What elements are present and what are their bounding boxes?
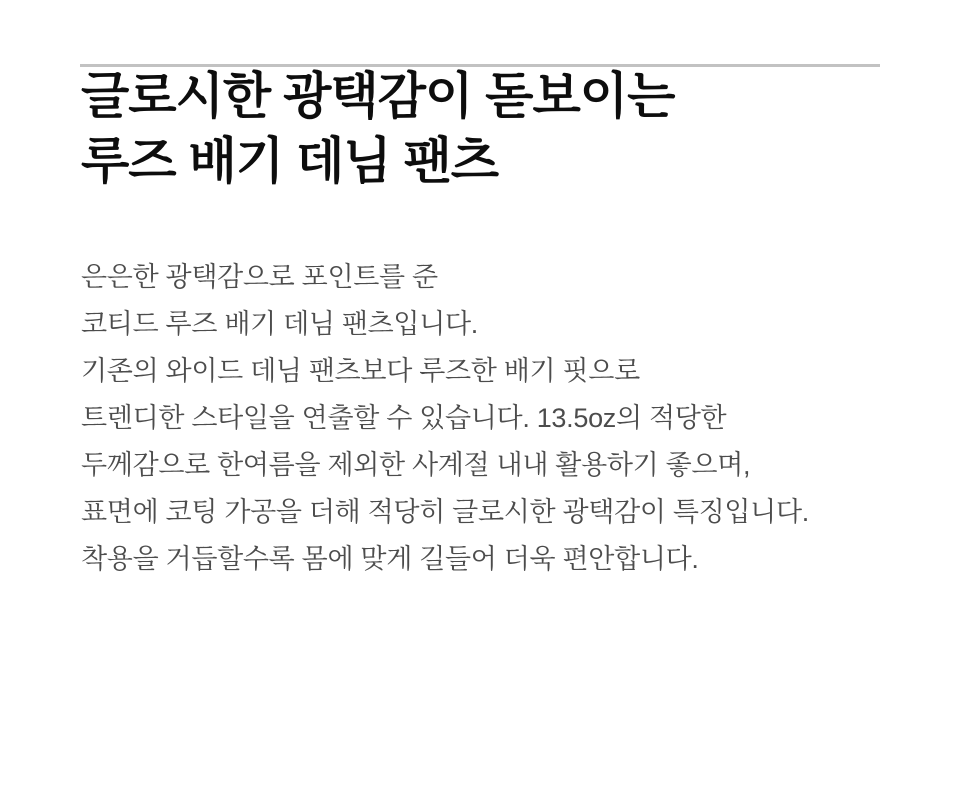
description-line-5: 두께감으로 한여름을 제외한 사계절 내내 활용하기 좋으며, (81, 450, 751, 480)
product-description-section (0, 64, 960, 583)
description-line-6: 표면에 코팅 가공을 더해 적당히 글로시한 광택감이 특징입니다. (81, 497, 809, 527)
product-detail-page (0, 64, 960, 799)
description-line-2: 코티드 루즈 배기 데님 팬츠입니다. (81, 309, 478, 339)
headline-line-2: 루즈 배기 데님 팬츠 (81, 133, 499, 189)
description-line-3: 기존의 와이드 데님 팬츠보다 루즈한 배기 핏으로 (81, 356, 640, 386)
description-line-4: 트렌디한 스타일을 연출할 수 있습니다. 13.5oz의 적당한 (81, 403, 727, 433)
product-headline (81, 64, 900, 194)
top-divider (80, 64, 880, 67)
description-line-7: 착용을 거듭할수록 몸에 맞게 길들어 더욱 편안합니다. (81, 544, 699, 574)
product-description (81, 254, 900, 583)
headline-line-1: 글로시한 광택감이 돋보이는 (81, 68, 675, 124)
description-line-1: 은은한 광택감으로 포인트를 준 (81, 262, 438, 292)
